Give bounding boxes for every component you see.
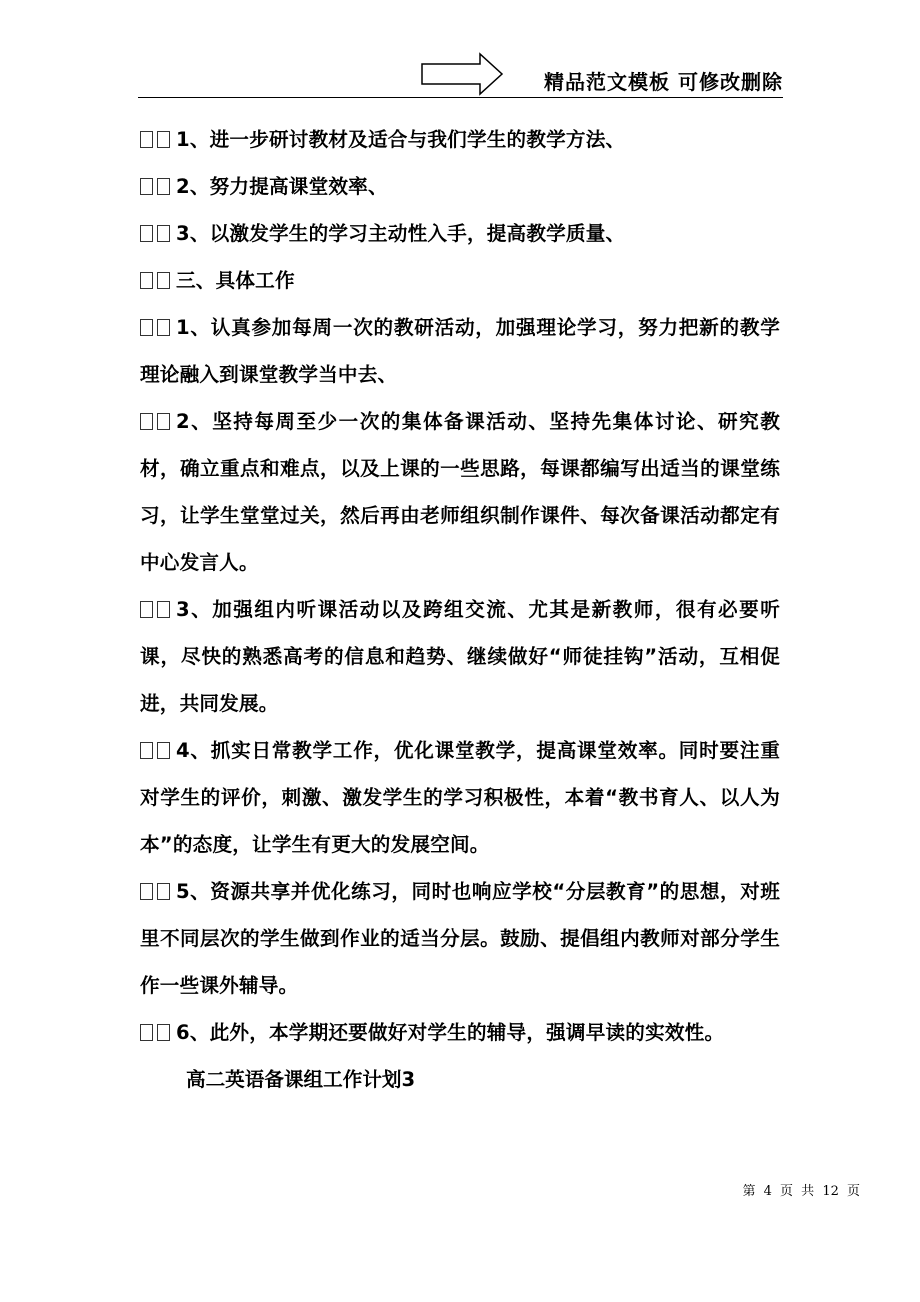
page-header: [138, 50, 783, 98]
paragraph: 3、以激发学生的学习主动性入手，提高教学质量、: [140, 210, 780, 257]
paragraph: 1、认真参加每周一次的教研活动，加强理论学习，努力把新的教学理论融入到课堂教学当中去、: [140, 304, 780, 398]
paragraph: 三、具体工作: [140, 257, 780, 304]
indent-placeholder: [140, 1009, 176, 1056]
right-arrow-icon: [420, 52, 504, 96]
paragraph: 3、加强组内听课活动以及跨组交流、尤其是新教师，很有必要听课，尽快的熟悉高考的信息和趋势、继续做好“师徒挂钩”活动，互相促进，共同发展。: [140, 586, 780, 727]
paragraph: 1、进一步研讨教材及适合与我们学生的教学方法、: [140, 116, 780, 163]
paragraph: 2、坚持每周至少一次的集体备课活动、坚持先集体讨论、研究教材，确立重点和难点，以及上课的一些思路，每课都编写出适当的课堂练习，让学生堂堂过关，然后再由老师组织制作课件、每次备课活动都定有中心发言人。: [140, 398, 780, 586]
indent-placeholder: [140, 304, 176, 351]
paragraph: 5、资源共享并优化练习，同时也响应学校“分层教育”的思想，对班里不同层次的学生做到作业的适当分层。鼓励、提倡组内教师对部分学生作一些课外辅导。: [140, 868, 780, 1009]
document-body: [140, 116, 780, 1103]
indent-placeholder: [140, 257, 176, 304]
paragraph: 6、此外，本学期还要做好对学生的辅导，强调早读的实效性。: [140, 1009, 780, 1056]
paragraph: 4、抓实日常教学工作，优化课堂教学，提高课堂效率。同时要注重对学生的评价，刺激、激发学生的学习积极性，本着“教书育人、以人为本”的态度，让学生有更大的发展空间。: [140, 727, 780, 868]
indent-placeholder: [140, 116, 176, 163]
indent-placeholder: [140, 163, 176, 210]
indent-placeholder: [140, 727, 176, 774]
page-number: 第 4 页 共 12 页: [742, 1184, 860, 1199]
indent-placeholder: [140, 868, 176, 915]
indent-placeholder: [140, 398, 176, 445]
paragraph: 2、努力提高课堂效率、: [140, 163, 780, 210]
header-title: 精品范文模板 可修改删除: [544, 70, 783, 94]
header-divider: [138, 97, 783, 98]
indent-placeholder: [140, 210, 176, 257]
indent-placeholder: [140, 586, 176, 633]
section-heading: 高二英语备课组工作计划3: [186, 1068, 416, 1091]
